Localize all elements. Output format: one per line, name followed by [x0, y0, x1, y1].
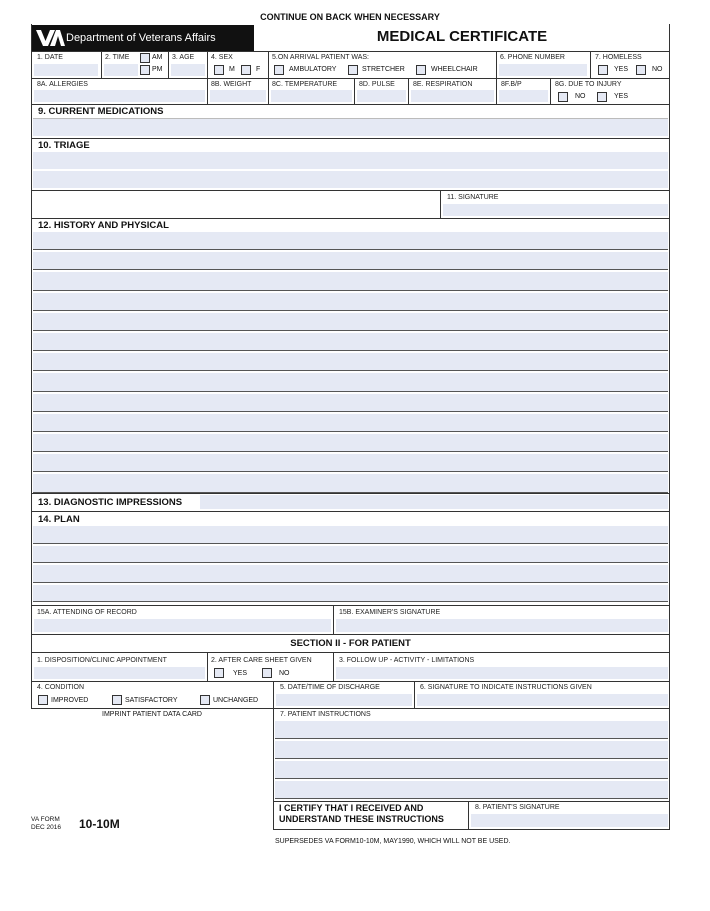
plan-line[interactable] [33, 565, 668, 583]
medications-heading: 9. CURRENT MEDICATIONS [38, 106, 164, 117]
history-line[interactable] [33, 252, 668, 270]
date-field[interactable] [34, 64, 98, 76]
age-field[interactable] [171, 64, 205, 76]
followup-label: 3. FOLLOW UP - ACTIVITY - LIMITATIONS [339, 657, 475, 664]
pulse-label: 8D. PULSE [359, 81, 395, 88]
male-checkbox[interactable] [214, 65, 224, 75]
wheelchair-label: WHEELCHAIR [431, 66, 478, 73]
homeless-label: 7. HOMELESS [595, 54, 642, 61]
instruction-line[interactable] [275, 741, 668, 759]
discharge-label: 5. DATE/TIME OF DISCHARGE [280, 684, 380, 691]
form-id-line-1: VA FORM [31, 816, 60, 823]
instruction-line[interactable] [275, 781, 668, 799]
pm-label: PM [152, 66, 163, 73]
date-label: 1. DATE [37, 54, 63, 61]
plan-line[interactable] [33, 585, 668, 603]
va-logo-icon [35, 28, 65, 48]
disposition-field[interactable] [34, 667, 205, 679]
history-line[interactable] [33, 293, 668, 311]
patient-sig-label: 8. PATIENT'S SIGNATURE [475, 804, 560, 811]
allergies-field[interactable] [34, 90, 205, 102]
triage-line-1[interactable] [33, 152, 668, 169]
bp-field[interactable] [499, 90, 548, 102]
injury-no-checkbox[interactable] [558, 92, 568, 102]
continue-note: CONTINUE ON BACK WHEN NECESSARY [260, 12, 440, 22]
am-checkbox[interactable] [140, 53, 150, 63]
pulse-field[interactable] [357, 90, 406, 102]
certify-line-2: UNDERSTAND THESE INSTRUCTIONS [279, 814, 444, 824]
arrival-label: 5.ON ARRIVAL PATIENT WAS: [272, 54, 369, 61]
allergies-label: 8A. ALLERGIES [37, 81, 88, 88]
aftercare-yes-checkbox[interactable] [214, 668, 224, 678]
history-line[interactable] [33, 353, 668, 371]
plan-line[interactable] [33, 546, 668, 564]
aftercare-no-label: NO [279, 670, 290, 677]
aftercare-no-checkbox[interactable] [262, 668, 272, 678]
history-line[interactable] [33, 394, 668, 412]
ambulatory-label: AMBULATORY [289, 66, 337, 73]
am-label: AM [152, 54, 163, 61]
stretcher-checkbox[interactable] [348, 65, 358, 75]
history-line[interactable] [33, 333, 668, 351]
history-line[interactable] [33, 232, 668, 250]
improved-checkbox[interactable] [38, 695, 48, 705]
attending-field[interactable] [34, 619, 331, 632]
sex-label: 4. SEX [211, 54, 233, 61]
form-number: 10-10M [79, 817, 120, 831]
homeless-no-checkbox[interactable] [636, 65, 646, 75]
temperature-label: 8C. TEMPERATURE [272, 81, 338, 88]
bp-label: 8F.B/P [501, 81, 522, 88]
agency-name: Department of Veterans Affairs [66, 32, 216, 44]
injury-yes-label: YES [614, 93, 629, 100]
disposition-label: 1. DISPOSITION/CLINIC APPOINTMENT [37, 657, 167, 664]
injury-no-label: NO [575, 93, 586, 100]
agency-header [31, 25, 254, 51]
time-label: 2. TIME [105, 54, 130, 61]
medications-field[interactable] [33, 118, 668, 136]
sig-instructions-label: 6. SIGNATURE TO INDICATE INSTRUCTIONS GIVEN [420, 684, 592, 691]
history-line[interactable] [33, 454, 668, 472]
form-title: MEDICAL CERTIFICATE [376, 28, 548, 45]
female-checkbox[interactable] [241, 65, 251, 75]
supersedes-note: SUPERSEDES VA FORM10-10M, MAY1990, WHICH WILL NOT BE USED. [275, 838, 511, 845]
injury-yes-checkbox[interactable] [597, 92, 607, 102]
triage-line-2[interactable] [33, 171, 668, 188]
female-label: F [256, 66, 261, 73]
signature-field[interactable] [443, 204, 668, 216]
form-id-line-2: DEC 2016 [31, 824, 61, 831]
instructions-label: 7. PATIENT INSTRUCTIONS [280, 711, 371, 718]
plan-line[interactable] [33, 526, 668, 544]
attending-label: 15A. ATTENDING OF RECORD [37, 609, 137, 616]
followup-field[interactable] [336, 667, 668, 679]
temperature-field[interactable] [271, 90, 352, 102]
history-heading: 12. HISTORY AND PHYSICAL [38, 220, 169, 231]
phone-label: 6. PHONE NUMBER [500, 54, 565, 61]
certify-statement [279, 803, 444, 825]
homeless-no-label: NO [652, 66, 663, 73]
unchanged-checkbox[interactable] [200, 695, 210, 705]
plan-heading: 14. PLAN [38, 514, 80, 525]
instruction-line[interactable] [275, 721, 668, 739]
history-line[interactable] [33, 434, 668, 452]
form-id [31, 816, 61, 832]
history-line[interactable] [33, 373, 668, 391]
diagnostic-field[interactable] [200, 495, 668, 509]
signature-label: 11. SIGNATURE [447, 194, 499, 201]
aftercare-label: 2. AFTER CARE SHEET GIVEN [211, 657, 312, 664]
weight-label: 8B. WEIGHT [211, 81, 252, 88]
history-line[interactable] [33, 313, 668, 331]
history-line[interactable] [33, 414, 668, 432]
pm-checkbox[interactable] [140, 65, 150, 75]
certify-line-1: I CERTIFY THAT I RECEIVED AND [279, 803, 424, 813]
phone-field[interactable] [499, 64, 587, 76]
homeless-yes-label: YES [614, 66, 629, 73]
aftercare-yes-label: YES [233, 670, 248, 677]
history-line[interactable] [33, 272, 668, 290]
improved-label: IMPROVED [51, 697, 89, 704]
wheelchair-checkbox[interactable] [416, 65, 426, 75]
diagnostic-heading: 13. DIAGNOSTIC IMPRESSIONS [38, 497, 183, 508]
unchanged-label: UNCHANGED [213, 697, 259, 704]
examiner-label: 15B. EXAMINER'S SIGNATURE [339, 609, 441, 616]
stretcher-label: STRETCHER [362, 66, 405, 73]
examiner-field[interactable] [336, 619, 668, 632]
condition-label: 4. CONDITION [37, 684, 85, 691]
patient-sig-field[interactable] [471, 814, 668, 827]
sig-instructions-field[interactable] [417, 694, 668, 706]
section2-heading: SECTION II - FOR PATIENT [290, 638, 411, 649]
weight-field[interactable] [210, 90, 266, 102]
imprint-label: IMPRINT PATIENT DATA CARD [102, 711, 202, 718]
respiration-label: 8E. RESPIRATION [413, 81, 473, 88]
time-field[interactable] [104, 64, 138, 76]
respiration-field[interactable] [411, 90, 494, 102]
triage-heading: 10. TRIAGE [38, 140, 90, 151]
discharge-field[interactable] [276, 694, 412, 706]
homeless-yes-checkbox[interactable] [598, 65, 608, 75]
age-label: 3. AGE [172, 54, 195, 61]
history-line[interactable] [33, 474, 668, 492]
ambulatory-checkbox[interactable] [274, 65, 284, 75]
satisfactory-checkbox[interactable] [112, 695, 122, 705]
instruction-line[interactable] [275, 761, 668, 779]
injury-label: 8G. DUE TO INJURY [555, 81, 622, 88]
male-label: M [229, 66, 235, 73]
satisfactory-label: SATISFACTORY [125, 697, 178, 704]
